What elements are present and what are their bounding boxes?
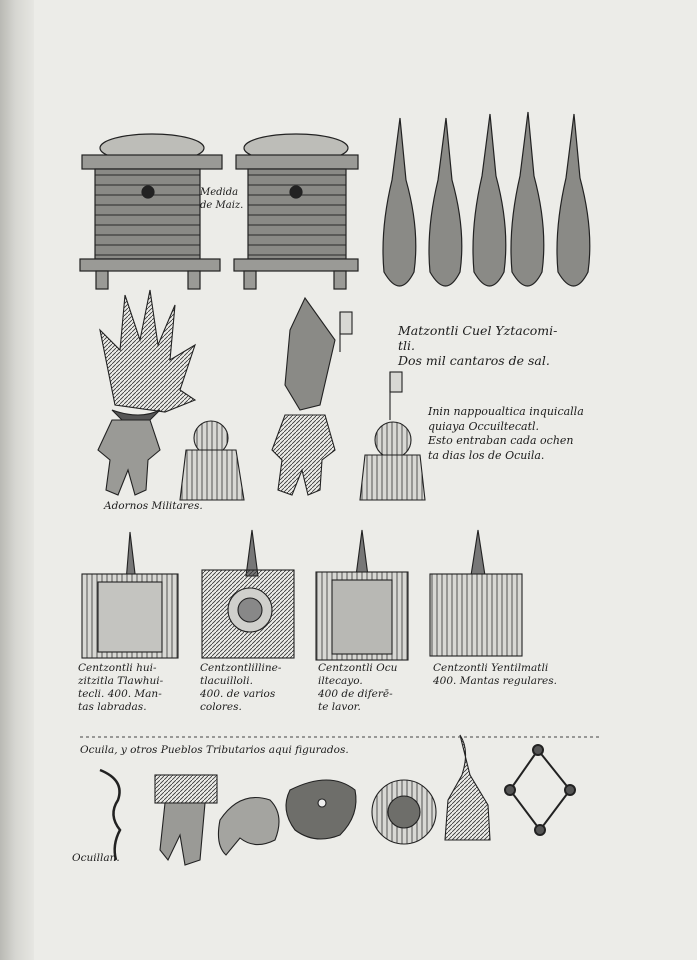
glyph-hill (445, 735, 490, 840)
glyph-serpent (100, 770, 120, 860)
label-ocuillan: Ocuillan. (72, 852, 120, 864)
glyph-seated-figure (155, 775, 217, 865)
manta-4 (430, 530, 522, 656)
shield-fan-left (180, 421, 244, 500)
label-pueblos: Ocuila, y otros Pueblos Tributarios aqui figurados. (80, 744, 349, 756)
glyph-cross-ornament (505, 745, 575, 835)
label-salt: Matzontli Cuel Yztacomi- tli. Dos mil cantaros de sal. (398, 323, 558, 368)
label-manta-4: Centzontli Yentilmatli 400. Mantas regulares. (433, 662, 557, 687)
manta-3 (316, 530, 408, 660)
label-ocuiltecatl: Inin nappoualtica inquicalla quiaya Occuiltecatl. Esto entraban cada ochen ta dias los de Ocuila. (428, 405, 584, 462)
warrior-suit-left (98, 420, 160, 495)
salt-jars (383, 112, 590, 286)
glyph-round-shield (372, 780, 436, 844)
manta-2 (202, 530, 294, 658)
feather-headdress (100, 290, 195, 420)
label-manta-3: Centzontli Ocu iltecayo. 400 de diferē- te lavor. (318, 662, 398, 713)
glyph-reclining-figure (218, 798, 279, 856)
manta-1 (82, 532, 178, 658)
label-manta-1: Centzontli hui- zitzitla Tlawhui- tecli. 400. Man- tas labradas. (78, 662, 164, 713)
corn-bin-right (234, 134, 358, 289)
warrior-suit-right (272, 415, 335, 495)
label-medida-maiz: Medida de Maiz. (200, 187, 244, 211)
glyph-animal-head (286, 780, 356, 839)
label-adornos-militares: Adornos Militares. (104, 500, 203, 512)
eagle-helmet (285, 298, 352, 410)
label-manta-2: Centzontlilline- tlacuilloli. 400. de varios colores. (200, 662, 282, 713)
shield-fan-right (360, 372, 425, 500)
